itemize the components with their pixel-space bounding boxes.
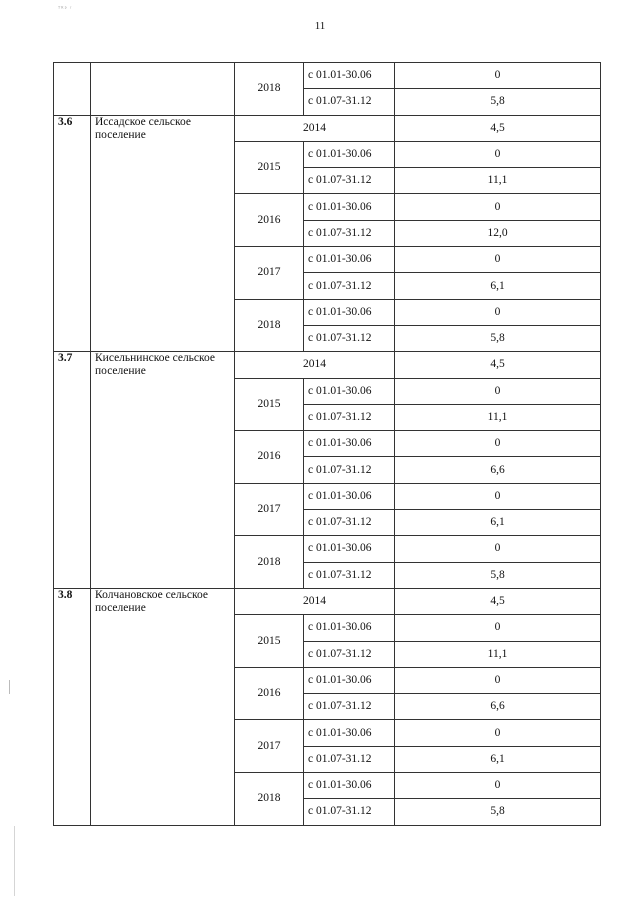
base-value-cell: 4,5 [395,588,601,614]
period-cell: с 01.01-30.06 [304,63,395,89]
period-cell: с 01.07-31.12 [304,89,395,115]
value-cell: 6,1 [395,510,601,536]
base-year-cell: 2014 [235,588,395,614]
value-cell: 0 [395,63,601,89]
value-cell: 0 [395,431,601,457]
year-cell: 2017 [235,483,304,536]
period-cell: с 01.07-31.12 [304,457,395,483]
period-cell: с 01.01-30.06 [304,299,395,325]
year-cell: 2018 [235,773,304,826]
margin-mark [9,680,10,694]
period-cell: с 01.07-31.12 [304,746,395,772]
table-row [54,588,601,614]
year-cell: 2016 [235,194,304,247]
section-number: 3.8 [54,588,91,825]
value-cell: 6,1 [395,746,601,772]
period-cell: с 01.07-31.12 [304,562,395,588]
value-cell: 0 [395,483,601,509]
value-cell: 6,1 [395,273,601,299]
value-cell: 0 [395,141,601,167]
year-cell: 2018 [235,63,304,116]
table-row [54,115,601,141]
period-cell: с 01.07-31.12 [304,220,395,246]
value-cell: 11,1 [395,168,601,194]
period-cell: с 01.01-30.06 [304,720,395,746]
period-cell: с 01.01-30.06 [304,773,395,799]
value-cell: 0 [395,536,601,562]
scan-mark: ᵀᴿᵖ ʳ [58,6,73,12]
period-cell: с 01.01-30.06 [304,141,395,167]
tariff-table [53,62,601,826]
year-cell: 2015 [235,378,304,431]
period-cell: с 01.07-31.12 [304,694,395,720]
page-number: 11 [314,20,326,32]
period-cell: с 01.07-31.12 [304,168,395,194]
year-cell: 2016 [235,431,304,484]
table-row [54,63,601,89]
value-cell: 0 [395,299,601,325]
value-cell: 0 [395,194,601,220]
period-cell: с 01.01-30.06 [304,247,395,273]
margin-mark [14,826,15,896]
value-cell: 5,8 [395,325,601,351]
year-cell: 2018 [235,536,304,589]
value-cell: 0 [395,247,601,273]
value-cell: 0 [395,667,601,693]
value-cell: 5,8 [395,89,601,115]
section-number: 3.7 [54,352,91,589]
period-cell: с 01.07-31.12 [304,273,395,299]
base-value-cell: 4,5 [395,352,601,378]
value-cell: 6,6 [395,694,601,720]
value-cell: 0 [395,720,601,746]
period-cell: с 01.07-31.12 [304,404,395,430]
value-cell: 0 [395,378,601,404]
year-cell: 2015 [235,141,304,194]
section-number [54,63,91,116]
section-number: 3.6 [54,115,91,352]
year-cell: 2017 [235,720,304,773]
period-cell: с 01.07-31.12 [304,325,395,351]
period-cell: с 01.01-30.06 [304,615,395,641]
period-cell: с 01.07-31.12 [304,641,395,667]
period-cell: с 01.01-30.06 [304,536,395,562]
value-cell: 6,6 [395,457,601,483]
settlement-name [91,63,235,116]
value-cell: 5,8 [395,562,601,588]
settlement-name: Иссадское сельское поселение [91,115,235,352]
settlement-name: Колчановское сельское поселение [91,588,235,825]
base-year-cell: 2014 [235,352,395,378]
value-cell: 5,8 [395,799,601,825]
value-cell: 0 [395,615,601,641]
year-cell: 2015 [235,615,304,668]
base-year-cell: 2014 [235,115,395,141]
table-row [54,352,601,378]
year-cell: 2017 [235,247,304,300]
year-cell: 2018 [235,299,304,352]
settlement-name: Кисельнинское сельское поселение [91,352,235,589]
period-cell: с 01.01-30.06 [304,194,395,220]
period-cell: с 01.07-31.12 [304,799,395,825]
value-cell: 12,0 [395,220,601,246]
value-cell: 0 [395,773,601,799]
period-cell: с 01.01-30.06 [304,431,395,457]
base-value-cell: 4,5 [395,115,601,141]
period-cell: с 01.01-30.06 [304,667,395,693]
period-cell: с 01.01-30.06 [304,378,395,404]
period-cell: с 01.01-30.06 [304,483,395,509]
year-cell: 2016 [235,667,304,720]
period-cell: с 01.07-31.12 [304,510,395,536]
value-cell: 11,1 [395,641,601,667]
value-cell: 11,1 [395,404,601,430]
